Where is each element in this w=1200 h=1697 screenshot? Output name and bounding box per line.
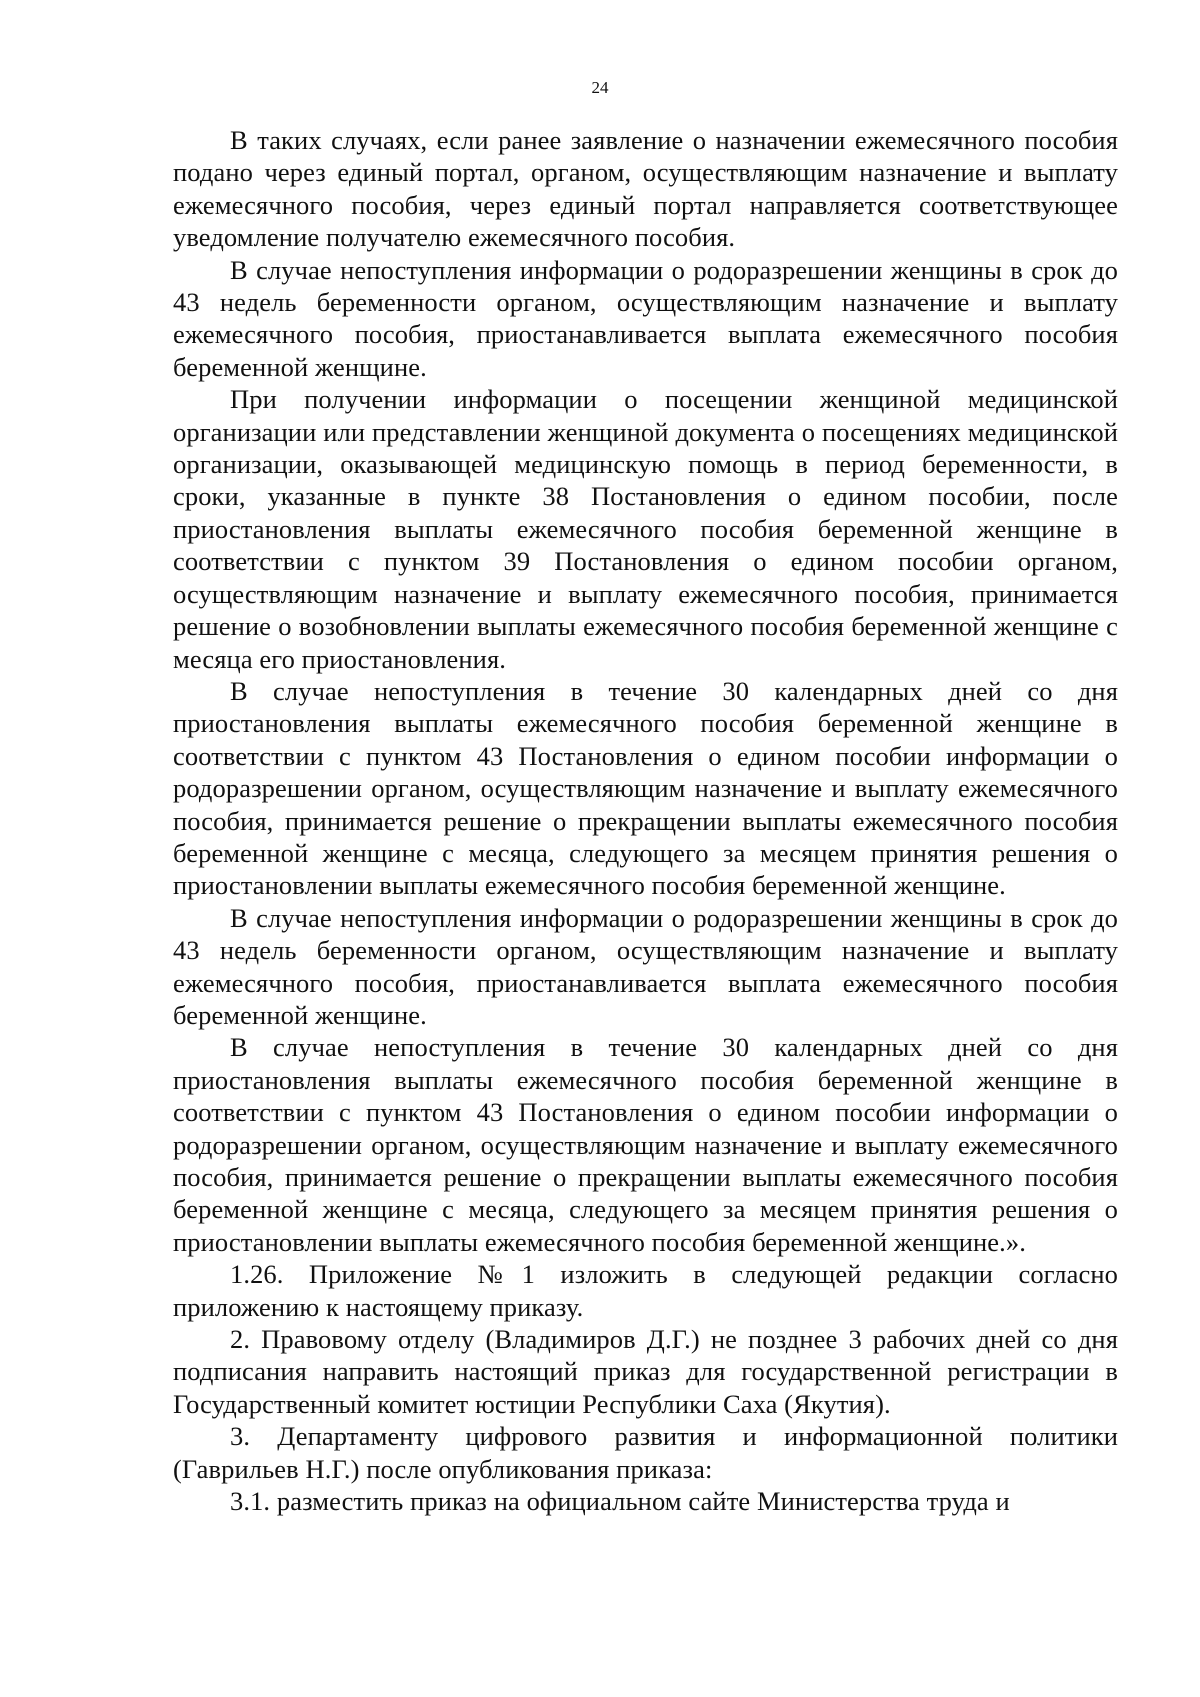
page-number: 24 bbox=[591, 78, 609, 97]
paragraph: В случае непоступления информации о родоразрешении женщины в срок до 43 недель беременности органом, осуществляющим назначение и выплату ежемесячного пособия, приостанавливается выплата ежемесячного пособия беременной женщине. bbox=[173, 902, 1118, 1030]
paragraph: 3. Департаменту цифрового развития и информационной политики (Гаврильев Н.Г.) после опубликования приказа: bbox=[173, 1421, 1118, 1484]
paragraph: При получении информации о посещении женщиной медицинской организации или представлении женщиной документа о посещениях медицинской организации, оказывающей медицинскую помощь в период беременности, в сроки, указанные в пункте 38 Постановления о едином пособии, после приостановления выплаты ежемесячного пособия беременной женщине в соответствии с пунктом 39 Постановления о едином пособии органом, осуществляющим назначение и выплату ежемесячного пособия, принимается решение о возобновлении выплаты ежемесячного пособия беременной женщине с месяца его приостановления. bbox=[173, 384, 1118, 674]
paragraph: 3.1. разместить приказ на официальном сайте Министерства труда и bbox=[230, 1486, 1010, 1517]
document-body bbox=[173, 124, 1118, 1517]
paragraph: В случае непоступления в течение 30 календарных дней со дня приостановления выплаты ежемесячного пособия беременной женщине в соответствии с пунктом 43 Постановления о едином пособии информации о родоразрешении органом, осуществляющим назначение и выплату ежемесячного пособия, принимается решение о прекращении выплаты ежемесячного пособия беременной женщине с месяца, следующего за месяцем принятия решения о приостановлении выплаты ежемесячного пособия беременной женщине. bbox=[173, 675, 1118, 901]
paragraph: 2. Правовому отделу (Владимиров Д.Г.) не позднее 3 рабочих дней со дня подписания направить настоящий приказ для государственной регистрации в Государственный комитет юстиции Республики Саха (Якутия). bbox=[173, 1324, 1118, 1419]
paragraph: В случае непоступления информации о родоразрешении женщины в срок до 43 недель беременности органом, осуществляющим назначение и выплату ежемесячного пособия, приостанавливается выплата ежемесячного пособия беременной женщине. bbox=[173, 254, 1118, 382]
paragraph: 1.26. Приложение №1 изложить в следующей редакции согласно приложению к настоящему приказу. bbox=[173, 1259, 1118, 1322]
paragraph: В таких случаях, если ранее заявление о назначении ежемесячного пособия подано через единый портал, органом, осуществляющим назначение и выплату ежемесячного пособия, через единый портал направляется соответствующее уведомление получателю ежемесячного пособия. bbox=[173, 125, 1118, 253]
paragraph: В случае непоступления в течение 30 календарных дней со дня приостановления выплаты ежемесячного пособия беременной женщине в соответствии с пунктом 43 Постановления о едином пособии информации о родоразрешении органом, осуществляющим назначение и выплату ежемесячного пособия, принимается решение о прекращении выплаты ежемесячного пособия беременной женщине с месяца, следующего за месяцем принятия решения о приостановлении выплаты ежемесячного пособия беременной женщине.». bbox=[173, 1032, 1118, 1257]
